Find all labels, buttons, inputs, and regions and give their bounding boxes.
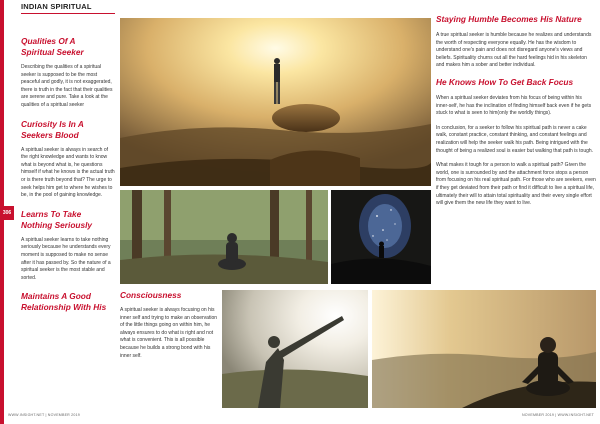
body-focus-1: When a spiritual seeker deviates from his focus of being within his inner-self, he has the inclination of finding himself back even if he gets stuck to what is seen to him(only the worldly things).	[436, 94, 592, 117]
forest-meditation-photo	[120, 190, 328, 284]
body-curiosity: A spiritual seeker is always in search of the right knowledge and wants to know what is beyond what is, he questions himself if what he knows is the actual truth or is there truth beyond that? The urge to seek helps him get to where he wishes to be, in the pool of gaining knowledge.	[21, 146, 115, 199]
woman-reaching-sunlight-photo	[222, 290, 368, 408]
body-seriously: A spiritual seeker learns to take nothing seriously because he understands every moment is supposed to make no sense after it has passed by. So the nature of a spiritual seeker is the most stable and sorted.	[21, 236, 111, 281]
heading-consciousness: Consciousness	[120, 290, 182, 300]
footer-right: NOVEMBER 2019 | WWW.INSIGHT.NET	[521, 413, 594, 417]
heading-qualities: Qualities Of A Spiritual Seeker	[21, 36, 84, 57]
footer-left: WWW.INSIGHT.NET | NOVEMBER 2019	[8, 413, 80, 417]
right-column	[436, 14, 596, 215]
body-humble: A true spiritual seeker is humble because he realizes and understands the worth of respecting everyone equally. He has the wisdom to understand one's pain and does not disregard anyone's views and beliefs. Spirituality churns out all the hard feelings hid in his skeleton and makes him a sober and better individual.	[436, 32, 592, 69]
heading-seriously: Learns To Take Nothing Seriously	[21, 208, 92, 230]
body-focus-3: What makes it tough for a person to walk a spiritual path? Given the world, one is surrounded by and the attachment force stops a person from focusing on his real spiritual path. For those who are seekers, even if they get deviated from their path or find it difficult to live a spiritual life, ultimately their will to attain total spirituality and their every single effort will give them the new life they want to live.	[436, 162, 596, 207]
section-tag: INDIAN SPIRITUAL	[21, 2, 92, 11]
heading-relationship: Maintains A Good Relationship With His	[21, 291, 107, 313]
heading-curiosity: Curiosity Is In A Seekers Blood	[21, 118, 84, 140]
left-column	[21, 36, 115, 319]
body-focus-2: In conclusion, for a seeker to follow his spiritual path is never a cake walk, constant practice, constant thinking, and constant feelings and realization will help the seeker walk his path. Being intrigued with the thought of being a realized soul is easier but walking that path is tough.	[436, 124, 594, 154]
body-consciousness: A spiritual seeker is always focusing on his inner self and trying to make an observation of the little things going on within him, he always ensures to do what is right and not what is convenient. This is all possible because he builds a strong bond with his inner self.	[120, 307, 217, 359]
cave-stars-photo	[331, 190, 431, 284]
heading-focus: He Knows How To Get Back Focus	[436, 76, 574, 87]
middle-column	[120, 290, 218, 369]
body-qualities: Describing the qualities of a spiritual seeker is supposed to be the most peaceful and godly, it is not exaggerated, there is truth in the fact that their qualities are serene and pure. Take a look at the qualities of a spiritual seeker	[21, 64, 113, 108]
page-number-badge: 306	[0, 206, 14, 220]
man-meditating-sunset-photo	[372, 290, 596, 408]
sunset-rock-photo	[120, 18, 431, 186]
heading-humble: Staying Humble Becomes His Nature	[436, 14, 582, 24]
section-tag-rule	[21, 13, 115, 14]
